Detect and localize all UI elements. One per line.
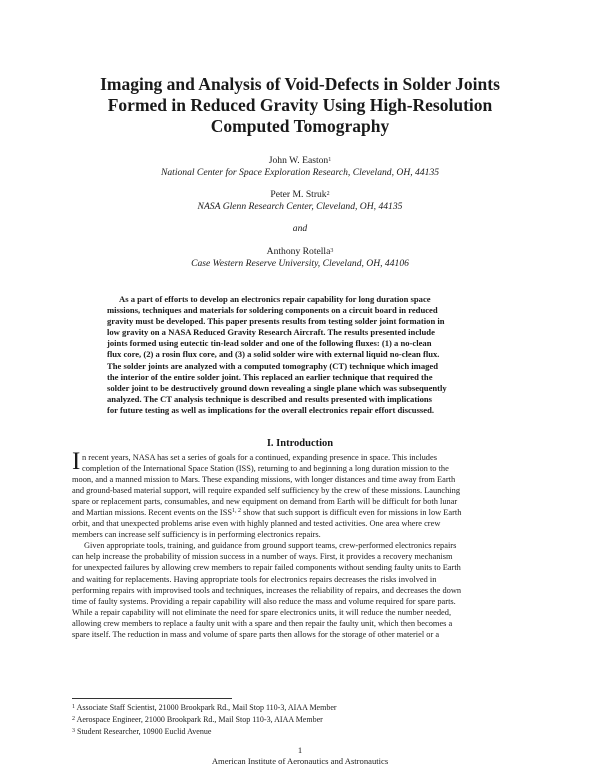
abstract-line: low gravity on a NASA Reduced Gravity Research Aircraft. The results presented include: [107, 327, 435, 338]
author-affiliation: NASA Glenn Research Center, Cleveland, OH, 44135: [197, 201, 403, 212]
body-line: allowing crew members to replace a faulty unit with a spare and then repair the faulty unit, which then becomes a: [72, 618, 453, 628]
footnote: $^1$ Associate Staff Scientist, 21000 Brookpark Rd., Mail Stop 110-3, AIAA Member: [72, 703, 337, 712]
abstract-line: joints formed using eutectic tin-lead solder and one of the following fluxes: (1) a no-clean: [107, 338, 432, 349]
body-line: time of faulty systems. Providing a repair capability will also reduce the mass and volume required for spare parts.: [72, 596, 456, 606]
body-line: Given appropriate tools, training, and guidance from ground support teams, crew-performed electronics repairs: [84, 541, 457, 551]
title-line: Computed Tomography: [210, 116, 390, 136]
abstract-line: flux core, (2) a rosin flux core, and (3) a solid solder wire with external liquid no-clean flux.: [107, 349, 440, 360]
footnote: $^2$ Aerospace Engineer, 21000 Brookpark Rd., Mail Stop 110-3, AIAA Member: [72, 715, 323, 724]
body-line: n recent years, NASA has set a series of goals for a continued, expanding presence in space. This includes: [82, 453, 437, 462]
author-block-1: [0, 155, 600, 179]
body-line: performing repairs with improvised tools and techniques, increases the reliability of repairs, and decreases the down: [72, 585, 462, 595]
abstract-line: the interior of the entire solder joint. This replaced an earlier technique that required the: [107, 371, 433, 382]
body-line: moon, and a manned mission to Mars. These expanding missions, with longer distances and time away from Earth: [72, 475, 456, 485]
and-separator: and: [292, 223, 308, 234]
author-block-3: [0, 246, 600, 270]
section-heading: I. Introduction: [266, 438, 334, 449]
footer-organization: American Institute of Aeronautics and Astronautics: [211, 756, 389, 766]
author-name: Anthony Rotella$^3$: [266, 246, 334, 257]
body-line: and Martian missions. Recent events on the ISS$^{1, 2}$ show that such support is difficult even for missions in low Earth: [72, 508, 462, 518]
footnote: $^3$ Student Researcher, 10900 Euclid Avenue: [72, 727, 212, 736]
page-footer: [0, 745, 600, 767]
author-affiliation: National Center for Space Exploration Research, Cleveland, OH, 44135: [160, 167, 440, 178]
footnote-mark: 1: [328, 157, 332, 163]
drop-cap: I: [72, 448, 81, 475]
abstract-line: solder joint to be destructively ground down revealing a single plane which was subsequently: [107, 382, 447, 393]
abstract-line: gravity must be developed. This paper presents results from testing solder joint formation in: [107, 316, 445, 327]
body-line: for unexpected failures by allowing crew members to repair failed components without sending faulty units to Earth: [72, 563, 461, 573]
body-line: and waiting for replacements. Having appropriate tools for electronics repairs decreases the risks involved in: [72, 574, 437, 584]
footnote-mark: 3: [330, 248, 334, 254]
body-line: completion of the International Space Station (ISS), returning to and beginning a long duration mission to the: [82, 464, 449, 474]
body-line: can help increase the probability of mission success in a number of ways. First, it provides a recovery mechanism: [72, 552, 453, 562]
abstract-line: missions, techniques and materials for soldering components on a circuit board in reduced: [107, 305, 438, 316]
body-line: members can increase self sufficiency is in performing electronics repairs.: [72, 530, 321, 540]
author-name: John W. Easton$^1$: [268, 155, 332, 166]
author-name: Peter M. Struk$^2$: [270, 189, 330, 200]
abstract: [107, 294, 497, 416]
introduction-body: [72, 448, 532, 640]
paper-title: [80, 74, 520, 137]
abstract-line: analyzed. The CT analysis technique is described and results presented with implications: [107, 393, 433, 404]
page-number: 1: [297, 745, 303, 755]
author-block-2: [0, 189, 600, 213]
body-line: spare or replacement parts, consumables, and new equipment on demand from Earth will be difficult for both lunar: [72, 497, 458, 507]
title-line: Formed in Reduced Gravity Using High-Resolution: [107, 95, 493, 115]
footnote-divider: [72, 698, 232, 699]
abstract-line: The solder joints are analyzed with a computed tomography (CT) technique which imaged: [107, 360, 439, 371]
body-line: spare itself. The reduction in mass and volume of spare parts then allows for the storage of other materiel or a: [72, 629, 440, 639]
author-affiliation: Case Western Reserve University, Cleveland, OH, 44106: [191, 258, 409, 269]
body-line: While a repair capability will not eliminate the need for spare electronics units, it will reduce the number needed,: [72, 607, 452, 617]
citation-mark: 1, 2: [232, 508, 242, 515]
footnotes: [72, 702, 337, 738]
abstract-line: As a part of efforts to develop an electronics repair capability for long duration space: [119, 294, 431, 304]
title-line: Imaging and Analysis of Void-Defects in Solder Joints: [100, 74, 500, 94]
abstract-line: for future testing as well as implications for the overall electronics repair effort discussed.: [107, 404, 434, 415]
body-line: orbit, and that unexpected problems arise even with highly planned and tested activities. One area where crew: [72, 519, 441, 529]
footnote-mark: 2: [326, 191, 330, 197]
body-line: and ground-based material support, will require expanded self sufficiency by the crew of these missions. Launching: [72, 486, 461, 496]
